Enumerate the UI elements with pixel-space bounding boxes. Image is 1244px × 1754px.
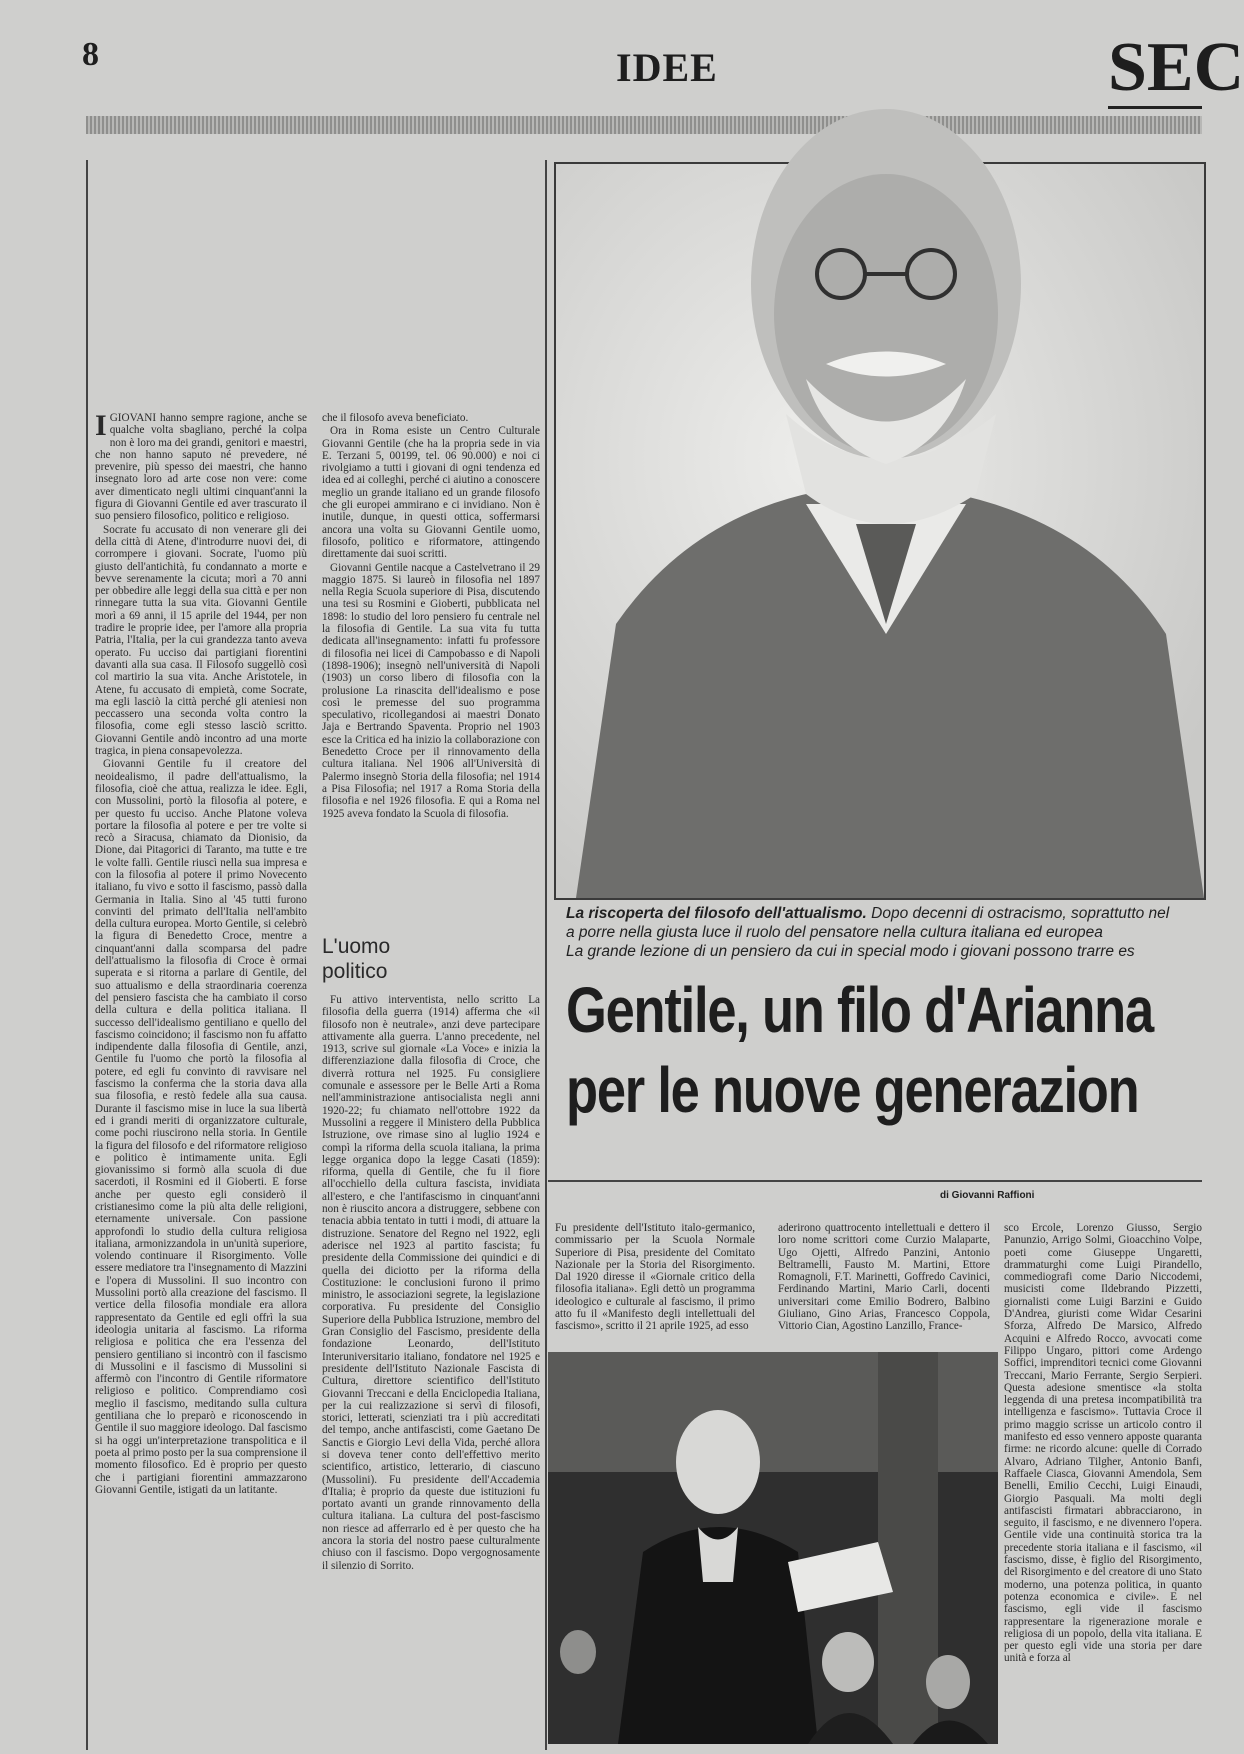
masthead-underline: [1108, 106, 1202, 109]
photo-caption: [566, 904, 1202, 961]
article-paragraph: sco Ercole, Lorenzo Giusso, Sergio Panunzio, Arrigo Solmi, Gioacchino Volpe, poeti come Giuseppe Ungaretti, drammaturghi come Luigi Pirandello, commediografi come Dario Niccodemi, musicisti come Ildebrando Pizzetti, giornalisti come Luigi Barzini e Guido D'Andrea, giuristi come Widar Cesarini Sforza, Alfredo De Marsico, Alfredo Acquini e Alfredo Rocco, avvocati come Filippo Ungaro, pittori come Ardengo Soffici, imprenditori tecnici come Giovanni Treccani, Mario Ferrante, Sergio Serpieri. Questa adesione smentisce «la stolta leggenda di una pretesa incompatibilità tra intelligenza e fascismo». Tuttavia Croce il primo maggio scrisse un articolo contro il manifesto ed esso vennero apposte quaranta firme: ne ricordo alcune: quelle di Corrado Alvaro, Adriano Tilgher, Antonio Banfi, Raffaele Ciasca, Giovanni Amendola, Sem Benelli, Emilio Cecchi, Luigi Einaudi, Giorgio Pasquali. Ma molti degli antifascisti firmatari abbracciarono, in seguito, il fascismo, e ne divennero l'opera. Gentile vide una continuità storica tra la precedente storia italiana e il fascismo, «il fascismo, disse, è figlio del Risorgimento, del Risorgimento e del creatore di uno Stato moderno, una potenza politica, in quanto potenza economica e civile». E nel fascismo, egli vide il fascismo rappresentare la rigenerazione morale e religiosa di un popolo, della vita italiana. E per questo egli vide una storia per dare unità e forza al: [1004, 1222, 1202, 1665]
caption-text: La grande lezione di un pensiero da cui in special modo i giovani possono trarre es: [566, 943, 1135, 960]
column-divider: [548, 1180, 1202, 1182]
newspaper-masthead: SEC: [1108, 29, 1244, 106]
headline-line-1: Gentile, un filo d'Arianna: [566, 974, 1153, 1046]
article-paragraph: Socrate fu accusato di non venerare gli dei della città di Atene, d'introdurre nuovi dei, di corrompere i giovani. Socrate, l'uomo più giusto dell'antichità, fu condannato a morte e bevve serenamente la cicuta; morì a 70 anni per obbedire alle leggi della sua città e per non rinnegare tutta la sua vita. Giovanni Gentile morì a 69 anni, il 15 aprile del 1944, per non tradire le proprie idee, per l'amore alla propria Patria, l'Italia, per la cui grandezza tanto aveva operato. Fu ucciso dai partigiani fiorentini davanti alla sua casa. Il Filosofo suggellò così col martirio la sua vita. Anche Aristotele, in Atene, fu accusato di empietà, come Socrate, ma egli lasciò la città perché gli ateniesi non peccassero una seconda volta contro la filosofia, come egli stesso lasciò scritto. Giovanni Gentile andò incontro ad una morte tragica, in piena consapevolezza.: [95, 523, 307, 758]
section-title: IDEE: [616, 45, 718, 90]
headline-line-2: per le nuove generazion: [566, 1054, 1139, 1126]
dropcap: I: [95, 409, 107, 442]
subheading: [322, 934, 532, 984]
caption-text: Dopo decenni di ostracismo, soprattutto nel: [866, 905, 1170, 922]
article-paragraph: aderirono quattrocento intellettuali e dettero il loro nome scrittori come Curzio Malaparte, Ugo Ojetti, Alfredo Panzini, Antonio Beltramelli, Fausto M. Martini, Ettore Romagnoli, F.T. Marinetti, Goffredo Cavinici, Ferdinando Martini, Mario Carli, docenti universitari come Emilio Bodrero, Balbino Giuliano, Gino Arias, Francesco Coppola, Vittorio Cian, Agostino Lanzillo, France-: [778, 1222, 990, 1333]
main-portrait-photo: [554, 162, 1206, 900]
page-number: 8: [82, 36, 99, 73]
article-paragraph: Giovanni Gentile fu il creatore del neoidealismo, il padre dell'attualismo, la filosofia, cioè che attua, realizza le idee. Egli, con Mussolini, portò la filosofia al potere, e per questo fu ucciso. Anche Platone voleva portare la filosofia al potere e per tre volte si recò a Siracusa, chiamato da Dionisio, da Dione, dai Pitagorici di Taranto, ma tutte e tre le volte fallì. Gentile riuscì nella sua impresa e con la filosofia al potere il primo Novecento italiano, fu vivo e sotto il fascismo, passò dalla Germania in Italia. Sino al '45 tutti furono convinti del primato dell'Italia nell'ambito della cultura europea. Morto Gentile, si celebrò la figura di Benedetto Croce, mentre a cinquant'anni dalla scomparsa del padre dell'attualismo la filosofia di Croce è ormai superata e si ritorna a parlare di Gentile, del suo attualismo e della straordinaria coerenza del pensiero fascista che ha cambiato il corso della cultura e della politica italiana. Il successo dell'idealismo gentiliano e quello del fascismo coincidono; il fascismo non fu affatto indipendente dalla filosofia di Gentile, anzi, Gentile fu l'uomo che portò la filosofia al potere, ed egli fu convinto di ravvisare nel fascismo la conferma che la storia dava alla sua filosofia, e restò fedele alla sua causa. Durante il fascismo mise in luce la sua libertà ed i grandi meriti di organizzatore culturale, come pochi riuscirono nella storia. In Gentile la figura del filosofo e del riformatore religioso e politico è intimamente unita. Egli giovanissimo si formò alla scuola di due sacerdoti, il Rosmini ed il Gioberti. E forse anche per questo egli considerò il cristianesimo come la più alta delle religioni, eternamente universale. Con passione approfondì lo studio della cultura religiosa italiana, armonizzandola in un'unità superiore, volendo continuare il Risorgimento. Volle essere mediatore tra l'insegnamento di Mazzini e l'opera di Mussolini. Il suo incontro con Mussolini portò alla creazione del fascismo. Il vertice della filosofia mondiale era allora rappresentato da Gentile ed egli offrì la sua ideologia unitaria al fascismo. La riforma religiosa e politica che era l'essenza del pensiero gentiliano si incontrò con il fascismo di Mussolini e il fascismo di Mussolini si affermò con l'incontro di Gentile riformatore religioso e politico. Comprendiamo così meglio il fascismo, meditando sulla cultura gentiliana che lo preparò e riconoscendo in Gentile il suo maggiore ideologo. Dal fascismo si ha oggi un'interpretazione transpolitica e il poeta al primo posto per la sua comprensione il momento filosofico. Ed è proprio per questo che i partigiani fiorentini ammazzarono Giovanni Gentile, istigati da un latitante.: [95, 758, 307, 1496]
article-paragraph: che il filosofo aveva beneficiato.: [322, 412, 469, 424]
article-column-1: [95, 409, 307, 1750]
column-divider: [545, 160, 547, 1750]
caption-lead: La riscoperta del filosofo dell'attualismo.: [566, 905, 867, 922]
article-paragraph: Fu presidente dell'Istituto italo-germanico, commissario per la Scuola Normale Superiore di Pisa, presidente del Comitato Nazionale per la Storia del Risorgimento. Dal 1920 diresse il «Giornale critico della filosofia italiana». Egli dettò un programma ideologico e culturale al fascismo, il primo atto fu il «Manifesto degli intellettuali del fascismo», scritto il 21 aprile 1925, ad esso: [555, 1222, 755, 1333]
caption-text: a porre nella giusta luce il ruolo del pensatore nella cultura italiana ed europea: [566, 924, 1103, 941]
header-rule-bar: [86, 116, 1202, 134]
portrait-illustration: [556, 164, 1204, 898]
headline: [566, 970, 1206, 1130]
article-column-2b: [322, 994, 540, 1750]
article-column-4: [778, 1222, 990, 1342]
article-column-3: [555, 1222, 755, 1342]
article-paragraph: Fu attivo interventista, nello scritto La filosofia della guerra (1914) afferma che «il filosofo non è neutrale», anzi deve partecipare attivamente alla guerra. L'anno precedente, nel 1913, scrive sul giornale «La Voce» e inizia la differenziazione dalla filosofia di Croce, che diverrà rottura nel 1925. Fu consigliere comunale e assessore per le Belle Arti a Roma nell'amministrazione antisocialista negli anni 1920-22; fu chiamato nell'ottobre 1922 da Mussolini a reggere il Ministero della Pubblica Istruzione, ove rimase sino al luglio 1924 e compì la riforma della scuola italiana, la prima legge organica dopo la legge Casati (1859): riforma, quella di Gentile, che fu il fiore all'occhiello della cultura fascista, invidiata all'estero, e che l'antifascismo in cinquant'anni non è riuscito ancora a distruggere, sebbene con tenacia abbia tentato in tutti i modi, di attuare la distruzione. Senatore del Regno nel 1922, egli aderisce nel 1923 al partito fascista; fu presidente della Commissione dei quindici e di quella dei diciotto per la riforma della Costituzione: le conclusioni furono il primo ministro, le associazioni segrete, la legislazione corporativa. Fu presidente del Consiglio Superiore della Pubblica Istruzione, membro del Gran Consiglio del Fascismo, presidente della fondazione Leonardo, dell'Istituto Interuniversitario italiano, fondatore nel 1925 e presidente dell'Istituto Nazionale Fascista di Cultura, direttore scientifico dell'Istituto Giovanni Treccani e della Enciclopedia Italiana, per la cui realizzazione si servì di filosofi, storici, letterati, scienziati tra i più accreditati del tempo, anche antifascisti, come Gaetano De Sanctis e Giorgio Levi della Vida, perché allora si doveva tener conto dell'effettivo merito scientifico, artistico, letterario, di ciascuno (Mussolini). Fu presidente dell'Accademia d'Italia; è proprio da queste due istituzioni fu portato avanti un grande rinnovamento della cultura italiana. La cultura del post-fascismo non riesce ad afferrarlo ed è per questo che ha ancora la storia del nostro paese culturalmente chiuso con il fascismo. Dopo vergognosamente il silenzio di Sorrito.: [322, 994, 540, 1572]
column-divider: [86, 160, 88, 1750]
article-paragraph: Ora in Roma esiste un Centro Culturale Giovanni Gentile (che ha la propria sede in via E. Terzani 5, 00199, tel. 06 90.000) e noi ci rivolgiamo a tutti i giovani di ogni tendenza ed idea ed ai colleghi, perché ci aiutino a conoscere meglio un grande italiano ed un grande filosofo che gli europei ammirano e ci invidiano. Non è inutile, dunque, in questi ottica, soffermarsi ancora una volta su Giovanni Gentile uomo, filosofo, politico e riformatore, attingendo direttamente dai suoi scritti.: [322, 425, 540, 561]
article-column-2a: [322, 412, 540, 917]
secondary-photo: [548, 1352, 998, 1744]
article-paragraph: Giovanni Gentile nacque a Castelvetrano il 29 maggio 1875. Si laureò in filosofia nel 1897 nella Regia Scuola superiore di Pisa, discutendo una tesi su Rosmini e Gioberti, pubblicata nel 1898: lo studio del loro pensiero fu centrale nel la filosofia di Gentile. La sua vita fu tutta dedicata all'insegnamento: infatti fu professore di filosofia nei licei di Campobasso e di Napoli (1898-1906); insegnò nell'università di Napoli (1903) un corso libero di filosofia con la prolusione La rinascita dell'idealismo e pose così le premesse del suo programma speculativo, ricollegandosi ai maestri Donato Jaja e Bertrando Spaventa. Proprio nel 1903 esce la Critica ed ha inizio la collaborazione con Benedetto Croce per il rinnovamento della cultura italiana. Nel 1906 all'Università di Palermo insegnò Storia della filosofia; nel 1914 a Pisa Filosofia; nel 1917 a Roma Storia della filosofia e nel 1926 filosofia. E qui a Roma nel 1925 aveva fondato la Scuola di filosofia.: [322, 561, 540, 820]
article-paragraph: GIOVANI hanno sempre ragione, anche se qualche volta sbagliano, perché la colpa non è loro ma dei grandi, genitori e maestri, che non hanno saputo né prevedere, né prevenire, più spesso dei maestri, che hanno insegnato loro ad arte cose non vere: come aver dimenticato negli ultimi cinquant'anni la figura di Giovanni Gentile ed aver trascurato il suo pensiero filosofico, politico e religioso.: [95, 412, 307, 523]
subheading-line-2: politico: [322, 960, 388, 983]
article-column-5: [1004, 1222, 1202, 1750]
byline: di Giovanni Raffioni: [940, 1190, 1035, 1201]
subheading-line-1: L'uomo: [322, 935, 391, 958]
gentile-speaking-photo: [548, 1352, 998, 1744]
